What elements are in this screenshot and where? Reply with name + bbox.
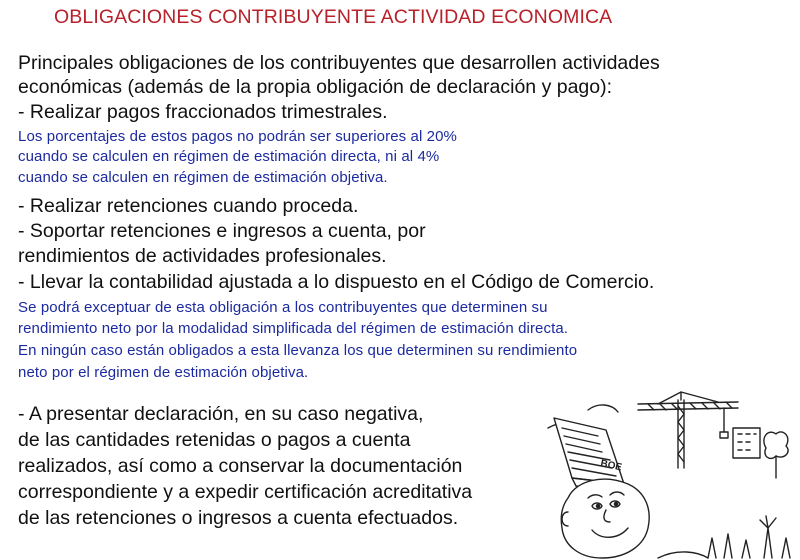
bullet-declaracion-line-5: de las retenciones o ingresos a cuenta efectuados. bbox=[18, 507, 459, 529]
note-pagos-line-3: cuando se calculen en régimen de estimación objetiva. bbox=[18, 169, 388, 186]
note-pagos-line-1: Los porcentajes de estos pagos no podrán ser superiores al 20% bbox=[18, 128, 457, 145]
bullet-declaracion-line-4: correspondiente y a expedir certificación acreditativa bbox=[18, 481, 473, 503]
note-contabilidad-line-2: rendimiento neto por la modalidad simplificada del régimen de estimación directa. bbox=[18, 320, 569, 337]
note-contabilidad-line-4: neto por el régimen de estimación objetiva. bbox=[18, 364, 309, 381]
bullet-soportar-line-1: - Soportar retenciones e ingresos a cuenta, por bbox=[18, 220, 426, 242]
bullet-declaracion-line-2: de las cantidades retenidas o pagos a cuenta bbox=[18, 429, 411, 451]
bullet-contabilidad: - Llevar la contabilidad ajustada a lo dispuesto en el Código de Comercio. bbox=[18, 271, 655, 293]
bullet-retenciones: - Realizar retenciones cuando proceda. bbox=[18, 195, 359, 217]
page-title: OBLIGACIONES CONTRIBUYENTE ACTIVIDAD ECONOMICA bbox=[54, 6, 613, 28]
bullet-declaracion-line-1: - A presentar declaración, en su caso negativa, bbox=[18, 403, 424, 425]
bullet-pagos-fraccionados: - Realizar pagos fraccionados trimestrales. bbox=[18, 101, 388, 123]
boe-label: BOE bbox=[599, 458, 623, 474]
intro-line-1: Principales obligaciones de los contribuyentes que desarrollen actividades bbox=[18, 52, 660, 74]
intro-line-2: económicas (además de la propia obligación de declaración y pago): bbox=[18, 76, 613, 98]
note-contabilidad-line-1: Se podrá exceptuar de esta obligación a los contribuyentes que determinen su bbox=[18, 299, 548, 316]
bullet-declaracion-line-3: realizados, así como a conservar la documentación bbox=[18, 455, 463, 477]
note-contabilidad-line-3: En ningún caso están obligados a esta llevanza los que determinen su rendimiento bbox=[18, 342, 578, 359]
note-pagos-line-2: cuando se calculen en régimen de estimación directa, ni al 4% bbox=[18, 148, 440, 165]
cartoon-character-reading-boe-icon bbox=[528, 388, 800, 560]
bullet-soportar-line-2: rendimientos de actividades profesionales. bbox=[18, 245, 387, 267]
